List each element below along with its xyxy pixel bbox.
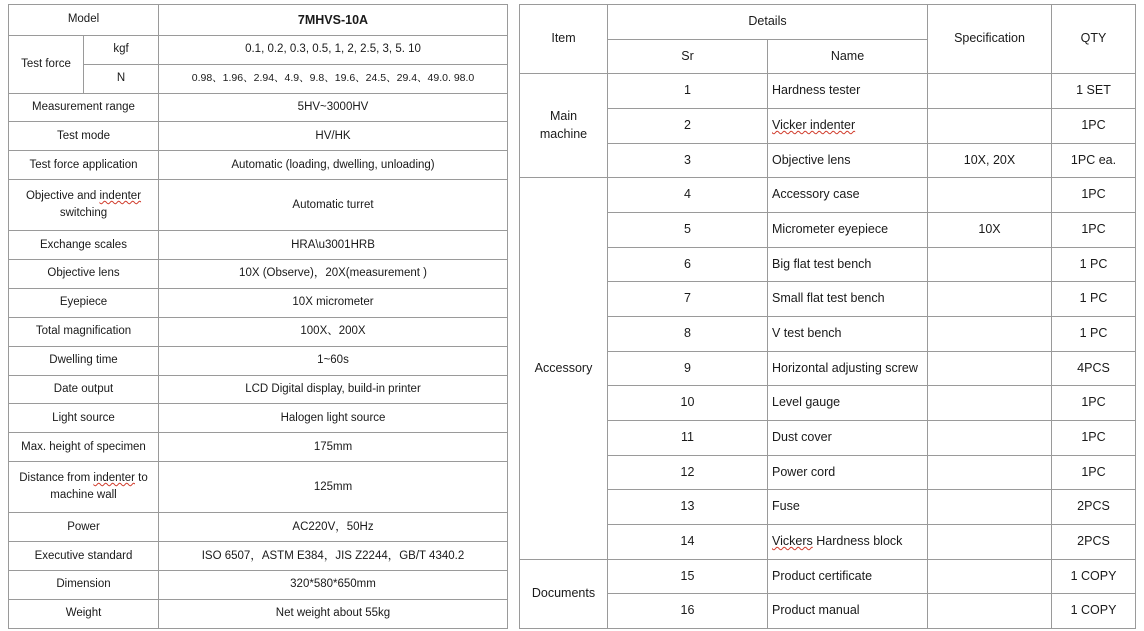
row-spec: [928, 559, 1052, 594]
misspelled-word: Vicker indenter: [772, 118, 856, 133]
row-name: Small flat test bench: [768, 282, 928, 317]
table-row: [9, 260, 508, 289]
group-label-documents: Documents: [520, 559, 608, 629]
row-name: Vickers Hardness block: [768, 524, 928, 559]
spec-sub-label: kgf: [84, 35, 159, 64]
spec-value: Automatic (loading, dwelling, unloading): [159, 151, 508, 180]
misspelled-word: indenter: [99, 189, 142, 202]
table-row: [9, 35, 508, 64]
row-sr: 4: [608, 178, 768, 213]
spec-value: 10X (Observe)，20X(measurement ): [159, 260, 508, 289]
column-header-item: Item: [520, 5, 608, 74]
row-spec: [928, 316, 1052, 351]
row-sr: 8: [608, 316, 768, 351]
row-name: Accessory case: [768, 178, 928, 213]
row-qty: 1 COPY: [1052, 559, 1136, 594]
table-row: [520, 420, 1136, 455]
table-row: [9, 513, 508, 542]
table-row: [520, 351, 1136, 386]
row-qty: 1PC: [1052, 108, 1136, 143]
spec-label: Model: [9, 5, 159, 36]
row-qty: 2PCS: [1052, 524, 1136, 559]
spec-label: Test force application: [9, 151, 159, 180]
spec-value: 100X、200X: [159, 317, 508, 346]
row-name: Power cord: [768, 455, 928, 490]
row-name: Objective lens: [768, 143, 928, 178]
row-qty: 1PC: [1052, 212, 1136, 247]
spec-value: 125mm: [159, 462, 508, 513]
misspelled-word: indenter: [93, 472, 135, 485]
row-spec: [928, 455, 1052, 490]
spec-value: 0.98、1.96、2.94、4.9、9.8、19.6、24.5、29.4、49.0. 98.0: [159, 64, 508, 93]
spec-value: 0.1, 0.2, 0.3, 0.5, 1, 2, 2.5, 3, 5. 10: [159, 35, 508, 64]
table-header-row: [520, 5, 1136, 40]
table-row: [9, 231, 508, 260]
row-spec: [928, 594, 1052, 629]
table-row: [520, 524, 1136, 559]
row-qty: 1PC: [1052, 455, 1136, 490]
row-qty: 2PCS: [1052, 490, 1136, 525]
spec-label: Test mode: [9, 122, 159, 151]
row-spec: [928, 282, 1052, 317]
table-row: [520, 74, 1136, 109]
table-row: [9, 5, 508, 36]
spec-value: 1~60s: [159, 346, 508, 375]
spec-label: Dwelling time: [9, 346, 159, 375]
row-sr: 14: [608, 524, 768, 559]
row-sr: 2: [608, 108, 768, 143]
row-spec: [928, 386, 1052, 421]
table-row: [520, 143, 1136, 178]
table-row: [9, 571, 508, 600]
table-row: [9, 600, 508, 629]
row-qty: 1PC ea.: [1052, 143, 1136, 178]
row-qty: 1 SET: [1052, 74, 1136, 109]
table-row: [520, 386, 1136, 421]
table-row: [9, 346, 508, 375]
table-row: [9, 122, 508, 151]
row-name: Level gauge: [768, 386, 928, 421]
row-name: Product manual: [768, 594, 928, 629]
row-qty: 1PC: [1052, 420, 1136, 455]
spec-value: Halogen light source: [159, 404, 508, 433]
row-spec: [928, 490, 1052, 525]
row-spec: [928, 247, 1052, 282]
group-label-main-machine: Main machine: [520, 74, 608, 178]
spec-value: ISO 6507，ASTM E384，JIS Z2244，GB/T 4340.2: [159, 542, 508, 571]
table-row: [9, 375, 508, 404]
row-spec: [928, 108, 1052, 143]
row-name: Micrometer eyepiece: [768, 212, 928, 247]
table-row: [9, 404, 508, 433]
table-row: [520, 212, 1136, 247]
spec-label: Power: [9, 513, 159, 542]
row-spec: [928, 351, 1052, 386]
row-name: [768, 108, 928, 143]
spec-sub-label: N: [84, 64, 159, 93]
column-header-specification: Specification: [928, 5, 1052, 74]
spec-value: AC220V，50Hz: [159, 513, 508, 542]
spec-label: Eyepiece: [9, 289, 159, 318]
spec-label: Light source: [9, 404, 159, 433]
row-sr: 15: [608, 559, 768, 594]
table-row: [520, 282, 1136, 317]
row-qty: 1 PC: [1052, 316, 1136, 351]
row-spec: 10X: [928, 212, 1052, 247]
table-row: [520, 108, 1136, 143]
spec-label: Date output: [9, 375, 159, 404]
table-row: [9, 317, 508, 346]
table-row: [9, 151, 508, 180]
table-row: [9, 64, 508, 93]
table-row: [9, 542, 508, 571]
row-name: Horizontal adjusting screw: [768, 351, 928, 386]
specification-table: [8, 4, 508, 629]
table-row: [520, 178, 1136, 213]
row-sr: 1: [608, 74, 768, 109]
spec-value: 5HV~3000HV: [159, 93, 508, 122]
row-qty: 1PC: [1052, 386, 1136, 421]
spec-label: Objective and indenter switching: [9, 180, 159, 231]
table-row: [9, 93, 508, 122]
row-name: V test bench: [768, 316, 928, 351]
table-row: [9, 462, 508, 513]
row-qty: 4PCS: [1052, 351, 1136, 386]
table-row: [520, 490, 1136, 525]
row-sr: 10: [608, 386, 768, 421]
spec-label: Executive standard: [9, 542, 159, 571]
spec-value: 320*580*650mm: [159, 571, 508, 600]
table-row: [520, 559, 1136, 594]
row-name: Fuse: [768, 490, 928, 525]
table-row: [520, 455, 1136, 490]
row-sr: 11: [608, 420, 768, 455]
row-sr: 6: [608, 247, 768, 282]
row-spec: [928, 524, 1052, 559]
spec-value: HV/HK: [159, 122, 508, 151]
spec-label: Test force: [9, 35, 84, 93]
row-spec: [928, 178, 1052, 213]
spec-label: Dimension: [9, 571, 159, 600]
row-sr: 3: [608, 143, 768, 178]
packing-list-table: [519, 4, 1136, 629]
packing-list-table-container: [519, 4, 1136, 629]
row-name: Hardness tester: [768, 74, 928, 109]
table-row: [520, 316, 1136, 351]
row-sr: 12: [608, 455, 768, 490]
row-qty: 1 PC: [1052, 247, 1136, 282]
column-header-qty: QTY: [1052, 5, 1136, 74]
table-row: [520, 594, 1136, 629]
row-sr: 5: [608, 212, 768, 247]
row-spec: [928, 420, 1052, 455]
spec-value: LCD Digital display, build-in printer: [159, 375, 508, 404]
misspelled-word: Vickers: [772, 533, 813, 548]
row-spec: 10X, 20X: [928, 143, 1052, 178]
row-qty: 1PC: [1052, 178, 1136, 213]
row-qty: 1 COPY: [1052, 594, 1136, 629]
spec-value: HRA\u3001HRB: [159, 231, 508, 260]
row-spec: [928, 74, 1052, 109]
spec-label: Measurement range: [9, 93, 159, 122]
table-row: [9, 289, 508, 318]
row-name: Product certificate: [768, 559, 928, 594]
row-name: Dust cover: [768, 420, 928, 455]
row-qty: 1 PC: [1052, 282, 1136, 317]
row-sr: 7: [608, 282, 768, 317]
column-header-sr: Sr: [608, 39, 768, 74]
spec-label: Max. height of specimen: [9, 433, 159, 462]
spec-value: 7MHVS-10A: [159, 5, 508, 36]
spec-label: Weight: [9, 600, 159, 629]
spec-value: 175mm: [159, 433, 508, 462]
row-name: Big flat test bench: [768, 247, 928, 282]
row-sr: 16: [608, 594, 768, 629]
spec-value: 10X micrometer: [159, 289, 508, 318]
column-header-details: Details: [608, 5, 928, 40]
table-row: [9, 433, 508, 462]
specification-table-container: [8, 4, 508, 629]
spec-label: Distance from indenter to machine wall: [9, 462, 159, 513]
row-sr: 13: [608, 490, 768, 525]
spec-value: Automatic turret: [159, 180, 508, 231]
table-row: [520, 247, 1136, 282]
spec-label: Total magnification: [9, 317, 159, 346]
spec-label: Objective lens: [9, 260, 159, 289]
table-row: [9, 180, 508, 231]
row-sr: 9: [608, 351, 768, 386]
spec-label: Exchange scales: [9, 231, 159, 260]
spec-value: Net weight about 55kg: [159, 600, 508, 629]
group-label-accessory: Accessory: [520, 178, 608, 559]
column-header-name: Name: [768, 39, 928, 74]
